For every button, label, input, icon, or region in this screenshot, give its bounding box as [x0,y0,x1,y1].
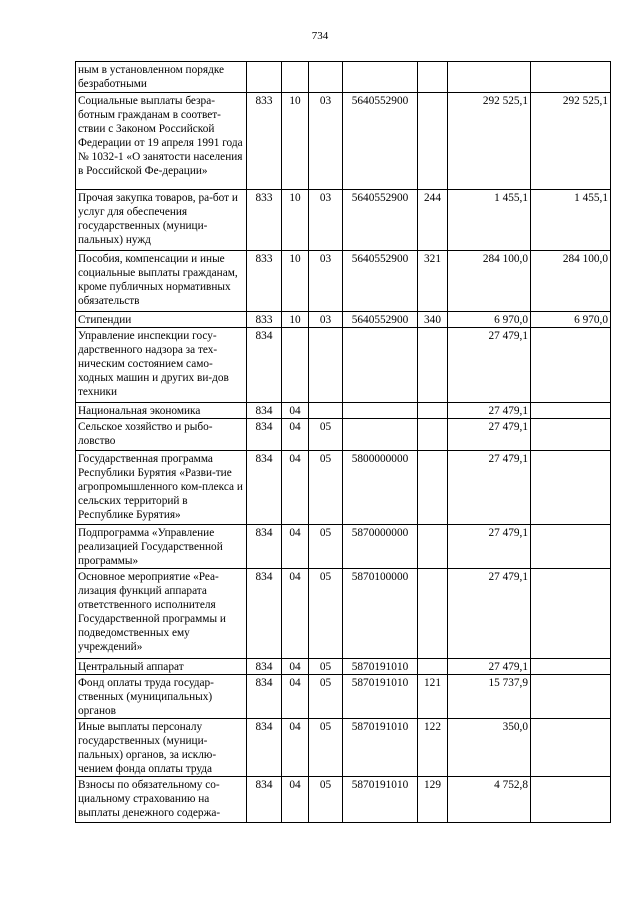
table-row [76,659,611,675]
budget-table [75,61,611,823]
row-ved-cell: 834 [247,451,282,525]
row-ved-cell: 834 [247,525,282,569]
row-csr-cell: 5870000000 [343,525,418,569]
row-name-cell: Сельское хозяйство и рыбо-ловство [76,419,247,451]
row-rz-cell: 10 [282,312,309,328]
row-sum1-cell: 27 479,1 [448,659,531,675]
row-vr-cell: 340 [418,312,448,328]
row-name-cell: Подпрограмма «Управление реализацией Государственной программы» [76,525,247,569]
row-vr-cell [418,659,448,675]
row-csr-cell: 5870191010 [343,675,418,719]
table-row [76,777,611,823]
row-pr-cell: 05 [309,451,343,525]
row-name-cell: Социальные выплаты безра-ботным гражданам в соответ-ствии с Законом Российской Федерации от 19 апреля 1991 года № 1032-1 «О занятости населения в Российской Фе-дерации» [76,93,247,190]
row-csr-cell: 5870100000 [343,569,418,659]
row-pr-cell: 05 [309,569,343,659]
row-sum2-cell: 1 455,1 [531,190,611,251]
table-row [76,312,611,328]
row-ved-cell: 834 [247,403,282,419]
row-rz-cell [282,62,309,93]
row-csr-cell: 5640552900 [343,312,418,328]
row-pr-cell [309,62,343,93]
row-ved-cell: 833 [247,190,282,251]
row-sum1-cell: 4 752,8 [448,777,531,823]
table-row [76,93,611,190]
row-sum2-cell [531,403,611,419]
row-sum1-cell: 27 479,1 [448,403,531,419]
table-row [76,719,611,777]
row-name-cell: Иные выплаты персоналу государственных (муници-пальных) органов, за исклю-чением фонда оплаты труда [76,719,247,777]
row-vr-cell: 244 [418,190,448,251]
row-rz-cell: 04 [282,719,309,777]
table-row [76,328,611,403]
row-name-cell: Пособия, компенсации и иные социальные выплаты гражданам, кроме публичных нормативных обязательств [76,251,247,312]
row-rz-cell: 10 [282,251,309,312]
row-sum1-cell: 27 479,1 [448,419,531,451]
row-csr-cell: 5870191010 [343,659,418,675]
row-sum2-cell [531,719,611,777]
row-sum1-cell: 292 525,1 [448,93,531,190]
table-row [76,525,611,569]
row-sum2-cell [531,419,611,451]
row-rz-cell: 04 [282,525,309,569]
row-vr-cell [418,525,448,569]
row-pr-cell: 05 [309,525,343,569]
row-vr-cell [418,328,448,403]
row-vr-cell [418,451,448,525]
row-rz-cell: 04 [282,403,309,419]
row-name-cell: Центральный аппарат [76,659,247,675]
row-vr-cell [418,569,448,659]
table-row [76,403,611,419]
row-rz-cell: 10 [282,93,309,190]
table-row [76,419,611,451]
row-name-cell: Стипендии [76,312,247,328]
row-pr-cell [309,403,343,419]
row-sum2-cell [531,525,611,569]
row-pr-cell: 03 [309,251,343,312]
row-sum1-cell: 27 479,1 [448,569,531,659]
row-csr-cell: 5800000000 [343,451,418,525]
row-rz-cell: 04 [282,419,309,451]
row-rz-cell: 04 [282,451,309,525]
row-sum1-cell [448,62,531,93]
row-csr-cell: 5870191010 [343,777,418,823]
row-name-cell: Управление инспекции госу-дарственного надзора за тех-ническим состоянием само-ходных машин и других ви-дов техники [76,328,247,403]
row-csr-cell: 5640552900 [343,93,418,190]
row-name-cell: ным в установленном порядке безработными [76,62,247,93]
row-pr-cell: 03 [309,190,343,251]
row-pr-cell: 05 [309,659,343,675]
row-name-cell: Национальная экономика [76,403,247,419]
row-rz-cell: 04 [282,659,309,675]
row-sum1-cell: 1 455,1 [448,190,531,251]
row-vr-cell: 122 [418,719,448,777]
row-ved-cell: 834 [247,569,282,659]
row-pr-cell [309,328,343,403]
row-ved-cell: 833 [247,312,282,328]
row-ved-cell: 834 [247,328,282,403]
row-csr-cell [343,62,418,93]
row-sum1-cell: 27 479,1 [448,328,531,403]
row-name-cell: Государственная программа Республики Бурятия «Разви-тие агропромышленного ком-плекса и сельских территорий в Республике Бурятия» [76,451,247,525]
row-pr-cell: 05 [309,675,343,719]
row-sum1-cell: 350,0 [448,719,531,777]
row-rz-cell: 10 [282,190,309,251]
row-sum2-cell [531,675,611,719]
row-pr-cell: 03 [309,93,343,190]
table-row [76,251,611,312]
row-pr-cell: 05 [309,419,343,451]
row-sum2-cell [531,659,611,675]
row-name-cell: Основное мероприятие «Реа-лизация функций аппарата ответственного исполнителя Государственной программы и подведомственных ему учреждений» [76,569,247,659]
row-rz-cell: 04 [282,569,309,659]
row-sum2-cell [531,569,611,659]
row-sum2-cell [531,451,611,525]
row-vr-cell: 129 [418,777,448,823]
row-sum2-cell: 6 970,0 [531,312,611,328]
row-sum1-cell: 6 970,0 [448,312,531,328]
row-rz-cell: 04 [282,675,309,719]
row-vr-cell: 121 [418,675,448,719]
row-sum1-cell: 284 100,0 [448,251,531,312]
table-body [76,62,611,823]
row-ved-cell: 833 [247,251,282,312]
row-vr-cell [418,419,448,451]
row-sum2-cell: 292 525,1 [531,93,611,190]
row-csr-cell [343,403,418,419]
table-row [76,675,611,719]
table-row [76,190,611,251]
row-sum1-cell: 27 479,1 [448,525,531,569]
row-name-cell: Прочая закупка товаров, ра-бот и услуг для обеспечения государственных (муници-пальных) нужд [76,190,247,251]
page-number: 734 [311,30,329,42]
row-ved-cell: 834 [247,419,282,451]
row-sum2-cell [531,62,611,93]
row-vr-cell: 321 [418,251,448,312]
row-pr-cell: 05 [309,719,343,777]
row-ved-cell: 834 [247,659,282,675]
row-sum2-cell [531,777,611,823]
row-pr-cell: 03 [309,312,343,328]
row-ved-cell: 833 [247,93,282,190]
row-name-cell: Взносы по обязательному со-циальному страхованию на выплаты денежного содержа- [76,777,247,823]
row-sum1-cell: 15 737,9 [448,675,531,719]
row-csr-cell: 5640552900 [343,251,418,312]
table-row [76,569,611,659]
row-csr-cell [343,419,418,451]
row-vr-cell [418,62,448,93]
row-csr-cell: 5870191010 [343,719,418,777]
table-row [76,451,611,525]
table-row [76,62,611,93]
row-name-cell: Фонд оплаты труда государ-ственных (муниципальных) органов [76,675,247,719]
row-sum1-cell: 27 479,1 [448,451,531,525]
row-ved-cell [247,62,282,93]
row-csr-cell [343,328,418,403]
row-ved-cell: 834 [247,675,282,719]
row-pr-cell: 05 [309,777,343,823]
row-csr-cell: 5640552900 [343,190,418,251]
row-rz-cell [282,328,309,403]
row-ved-cell: 834 [247,719,282,777]
row-vr-cell [418,403,448,419]
row-sum2-cell [531,328,611,403]
row-sum2-cell: 284 100,0 [531,251,611,312]
row-rz-cell: 04 [282,777,309,823]
row-vr-cell [418,93,448,190]
row-ved-cell: 834 [247,777,282,823]
